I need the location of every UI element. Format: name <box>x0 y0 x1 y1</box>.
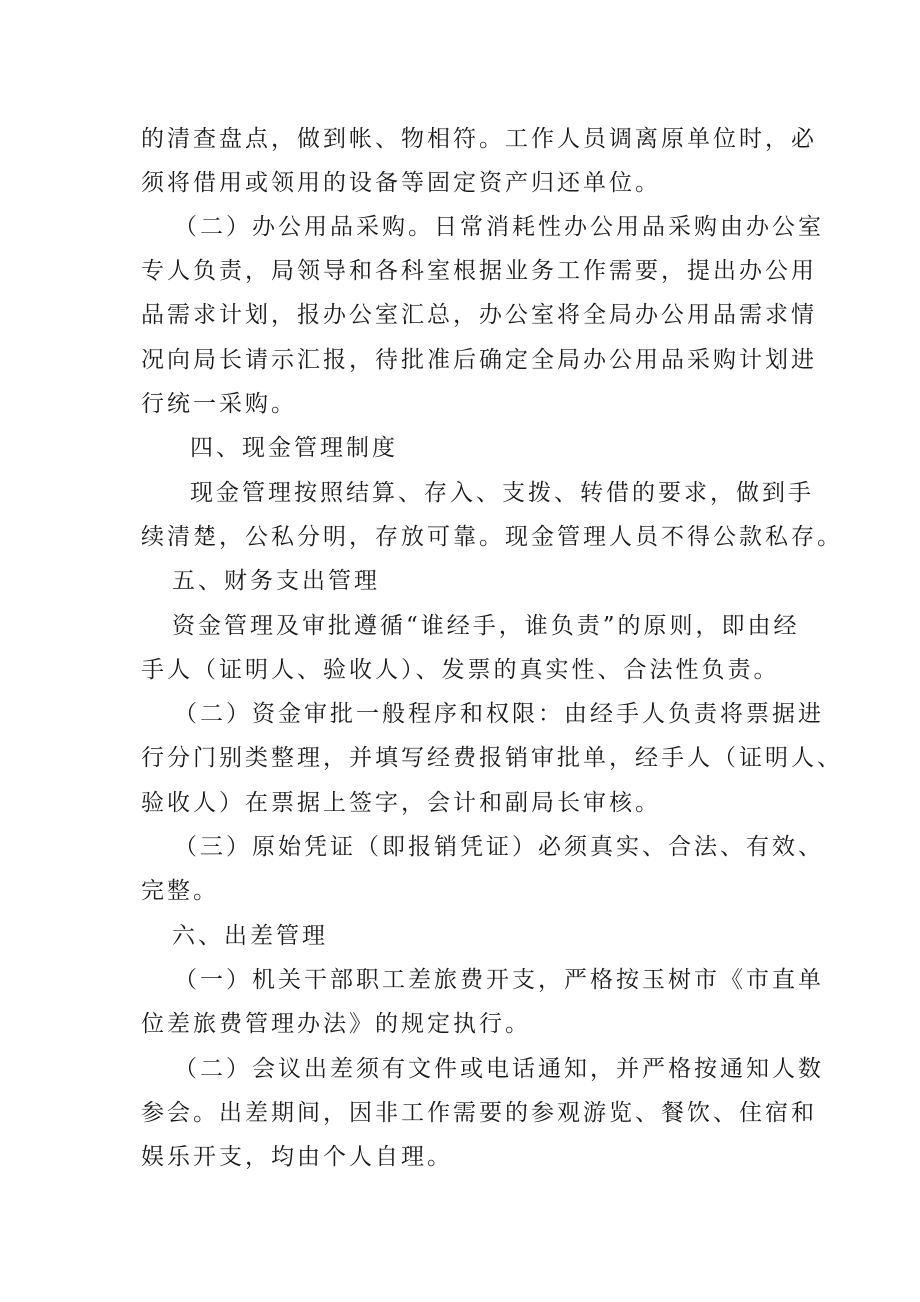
text-line: （二）办公用品采购。日常消耗性办公用品采购由办公室 <box>174 214 824 240</box>
section-heading: 六、出差管理 <box>172 923 328 949</box>
text-line: （二）会议出差须有文件或电话通知，并严格按通知人数 <box>174 1056 824 1082</box>
text-line: 现金管理按照结算、存入、支拨、转借的要求，做到手 <box>190 480 814 506</box>
text-line: 手人（证明人、验收人）、发票的真实性、合法性负责。 <box>141 657 780 683</box>
text-line: 资金管理及审批遵循“谁经手，谁负责”的原则，即由经 <box>172 613 800 639</box>
text-line: 完整。 <box>141 878 219 904</box>
text-line: 品需求计划，报办公室汇总，办公室将全局办公用品需求情 <box>141 302 817 328</box>
text-line: 参会。出差期间，因非工作需要的参观游览、餐饮、住宿和 <box>141 1100 817 1126</box>
text-line: 行统一采购。 <box>141 391 297 417</box>
text-line: 位差旅费管理办法》的规定执行。 <box>141 1011 531 1037</box>
text-line: 专人负责，局领导和各科室根据业务工作需要，提出办公用 <box>141 258 817 284</box>
text-line: （三）原始凭证（即报销凭证）必须真实、合法、有效、 <box>174 834 824 860</box>
text-line: 的清查盘点，做到帐、物相符。工作人员调离原单位时，必 <box>141 126 817 152</box>
text-line: 行分门别类整理，并填写经费报销审批单，经手人（证明人、 <box>141 745 843 771</box>
text-line: 续清楚，公私分明，存放可靠。现金管理人员不得公款私存。 <box>141 524 843 550</box>
text-line: 娱乐开支，均由个人自理。 <box>141 1144 453 1170</box>
text-line: 况向局长请示汇报，待批准后确定全局办公用品采购计划进 <box>141 347 817 373</box>
section-heading: 四、现金管理制度 <box>190 435 398 461</box>
text-line: 验收人）在票据上签字，会计和副局长审核。 <box>141 790 661 816</box>
text-line: （二）资金审批一般程序和权限：由经手人负责将票据进 <box>174 701 824 727</box>
text-line: （一）机关干部职工差旅费开支，严格按玉树市《市直单 <box>174 967 824 993</box>
text-line: 须将借用或领用的设备等固定资产归还单位。 <box>141 170 661 196</box>
section-heading: 五、财务支出管理 <box>172 568 380 594</box>
